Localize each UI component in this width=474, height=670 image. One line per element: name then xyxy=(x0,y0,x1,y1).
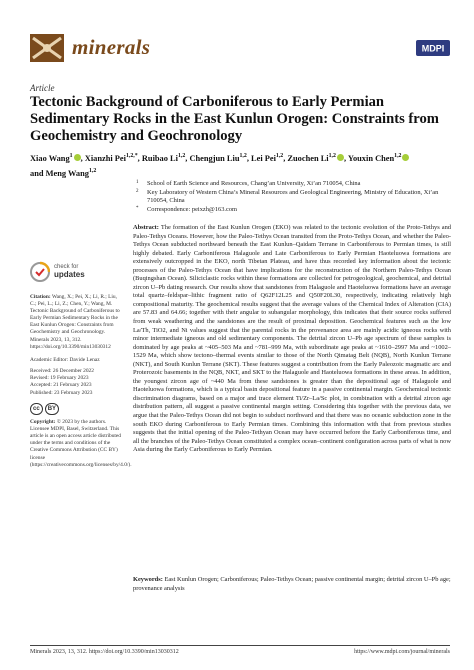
affiliations xyxy=(133,180,453,214)
author[interactable]: Xianzhi Pei$^{1,2,*}$ xyxy=(84,153,138,163)
academic-editor: Academic Editor: Davide Lenaz xyxy=(30,356,100,363)
journal-name: minerals xyxy=(72,35,151,59)
minerals-logo-icon xyxy=(30,34,64,62)
footer-citation[interactable]: Minerals 2023, 13, 312. https://doi.org/10.3390/min13030312 xyxy=(30,649,179,655)
abstract-label: Abstract: xyxy=(133,224,159,231)
affiliation-item: 1 School of Earth Science and Resources, Chang’an University, Xi’an 710054, China xyxy=(136,180,361,187)
paper-title: Tectonic Background of Carboniferous to Early Permian Sedimentary Rocks in the East Kunlun Orogen: Constraints from Geochemistry and Geochronology xyxy=(30,94,439,145)
dates xyxy=(30,368,122,397)
affiliation-item: 2 Key Laboratory of Western China’s Mineral Resources and Geological Engineering, Ministry of Education, Xi’an 710054, China xyxy=(136,188,439,205)
footer xyxy=(30,649,450,655)
footer-journal-link[interactable]: https://www.mdpi.com/journal/minerals xyxy=(354,649,450,655)
author[interactable]: Ruibao Li$^{1,2}$ xyxy=(141,153,186,163)
cc-icon: cc xyxy=(30,403,43,415)
author[interactable]: Youxin Chen$^{1,2}$ xyxy=(348,154,410,163)
keywords-label: Keywords: xyxy=(133,576,163,583)
author[interactable]: Lei Pei$^{1,2}$ xyxy=(251,153,284,163)
citation: Citation: Wang, X.; Pei, X.; Li, R.; Liu, C.; Pei, L.; Li, Z.; Chen, Y.; Wang, M. Tectonic Background of Carboniferous to Early Permian Sedimentary Rocks in the East Kunlun Orogen: Constraints from Geochemistry and Geochronology. Minerals 2023, 13, 312. https://doi.org/10.3390/min13030312 xyxy=(30,294,120,350)
published-date: Published: 23 February 2023 xyxy=(30,389,93,396)
keywords xyxy=(133,576,451,593)
author[interactable]: Chengjun Liu$^{1,2}$ xyxy=(189,153,247,163)
mdpi-logo-text: MDPI xyxy=(421,43,445,54)
abstract xyxy=(133,224,451,455)
copyright: Copyright: © 2023 by the authors. Licensee MDPI, Basel, Switzerland. This article is an open access article distributed under the terms and conditions of the Creative Commons Attribution (CC BY) license (https://creativecommons.org/licenses/by/4.0/). xyxy=(30,419,132,468)
journal-header xyxy=(30,34,450,64)
received-date: Received: 26 December 2022 xyxy=(30,367,94,374)
sidebar xyxy=(30,260,132,469)
check-updates-icon xyxy=(30,260,50,284)
keywords-text: East Kunlun Orogen; Carboniferous; Paleo-Tethys Ocean; passive continental margin; detrital zircon U–Pb age; provenance analysis xyxy=(133,576,451,592)
orcid-icon[interactable] xyxy=(337,154,344,161)
orcid-icon[interactable] xyxy=(402,154,409,161)
orcid-icon[interactable] xyxy=(74,154,81,161)
check-for-updates-button[interactable]: check for updates xyxy=(30,260,122,288)
author[interactable]: Meng Wang$^{1,2}$ xyxy=(45,167,97,178)
author[interactable]: Xiao Wang$^1$ xyxy=(30,154,81,163)
article-type: Article xyxy=(30,83,55,93)
cc-license-badge[interactable] xyxy=(30,403,122,415)
revised-date: Revised: 19 February 2023 xyxy=(30,375,89,382)
accepted-date: Accepted: 21 February 2023 xyxy=(30,382,92,389)
abstract-text: The formation of the East Kunlun Orogen (EKO) was related to the tectonic evolution of the Proto-Tethys and Paleo-Tethys Oceans. However, how the Paleo-Tethys Ocean transited from the Proto-Tethys Ocean, and whether the Paleo-Tethys Ocean subducted northward beneath the East Kunlun–Qaidam Terrane in Carboniferous to Permian times, is still highly debated. Early Carboniferous Halaguole and Late Carboniferous to Early Permian Haoteluowa formations are extensively outcropped in the EKO, north Tibetan Plateau, and have thus recorded key information about the tectonic processes of the Paleo-Tethys Ocean that have implications for the reconstruction of the Northern Paleo-Tethys Ocean (Buqingshan Ocean). Siliciclastic rocks within these formations are collected for petrogeological, geochemical, and detrital zircon U–Pb dating research. Our results show that sandstones from Halaguole and Haoteluowa formations have an average total quartz–feldspar–lithic fragment ratio of Q62F12L25 and Q50F20L30, respectively, indicating relatively high compositional maturity. The geochemical results suggest that the average values of the Chemical Index of Alteration (CIA) are 57.83 and 64.66; together with their angular to subangular morphology, this indicates that their source rocks suffered from weak weathering and the sandstones are the result of proximal deposition. Geochemical features such as the low La/Th, TiO2, and Ni values suggest that the parental rocks in the provenance area are mainly acidic igneous rocks with minor intermediate igneous and old sedimentary components. The detrital zircon U–Pb age spectrum of these samples is dominated by age peaks at ~405–503 Ma and ~781–999 Ma, with subordinate age peaks at ~1610–2997 Ma and ~1002–1529 Ma, which show tectono–thermal events similar to those of the North Qimatag Belt (NQB), North Kunlun Terrane (NKT), and South Kunlun Terrane (SKT). These features suggest a contribution from the Early Paleozoic magmatic arc and Proterozoic basements in the NQB, NKT, and SKT to the Halaguole and Haoteluowa formations in these areas. In addition, the youngest zircon age of ~440 Ma from these sandstones is greater than the depositional age of Halaguole and Haoteluowa formations, which is a typical basin depositional feature in a passive continental margin. Geochemical tectonic discrimination diagrams, based on a major and trace element Ti/Zr–La/Sc plot, in combination with a detrital zircon age distribution pattern, all suggest a passive continental margin setting. Considering this together with the previous data, we argue that the Paleo-Tethys Ocean did not begin to subduct northward and that there was no oceanic subduction zone in the south EKO during Carboniferous to Early Permian times. Combining this information with that from previous studies suggests that the initial opening of the Paleo-Tethyan Ocean may have occurred before the Early Carboniferous time, and all the branches of the Paleo-Tethys Ocean constituted a complex ocean–continent configuration across parts of what is now Asia during the Early Carboniferous to Early Permian. xyxy=(133,224,452,454)
author[interactable]: Zuochen Li$^{1,2}$ xyxy=(287,154,344,163)
by-icon: BY xyxy=(45,403,59,415)
mdpi-logo-icon[interactable] xyxy=(416,40,450,56)
correspondence[interactable]: * Correspondence: peixzh@163.com xyxy=(136,205,238,213)
author-list: Xiao Wang$^1$ , Xianzhi Pei$^{1,2,*}$, Ruibao Li$^{1,2}$, Chengjun Liu$^{1,2}$, Lei Pei$^{1,2}$, Zuochen Li$^{1,2}$ , Youxin Chen$^{1,2}$ and Meng Wang$^{1,2}$ xyxy=(30,150,450,180)
footer-rule xyxy=(30,645,450,646)
